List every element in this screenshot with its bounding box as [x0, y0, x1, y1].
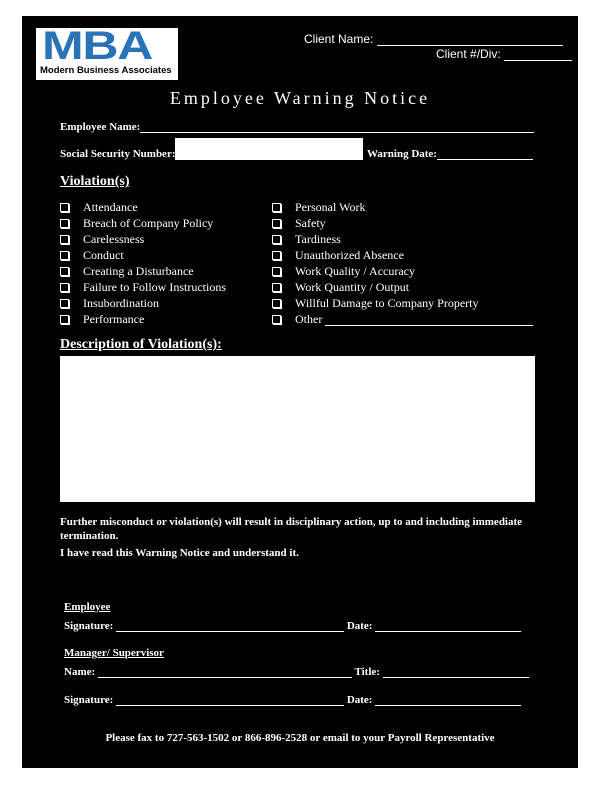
logo-mark: MBA — [42, 24, 153, 68]
title-label: Title: — [354, 666, 380, 678]
checkbox-icon[interactable] — [60, 299, 69, 308]
violation-label: Willful Damage to Company Property — [295, 296, 479, 310]
violations-left-list — [60, 199, 226, 327]
employee-name-field[interactable] — [140, 132, 534, 133]
violation-label: Safety — [295, 216, 326, 230]
checkbox-icon[interactable] — [272, 219, 281, 228]
violation-insubordination[interactable] — [60, 295, 226, 311]
manager-heading: Manager/ Supervisor — [64, 647, 164, 659]
employee-name-row — [60, 121, 534, 133]
violation-work-quality[interactable] — [272, 263, 533, 279]
violations-right-list — [272, 199, 533, 327]
other-field[interactable] — [325, 313, 533, 326]
client-div-row — [436, 47, 572, 61]
notice-acknowledgement: I have read this Warning Notice and understand it. — [60, 547, 299, 559]
checkbox-icon[interactable] — [272, 251, 281, 260]
mba-logo — [36, 24, 178, 80]
checkbox-icon[interactable] — [60, 219, 69, 228]
checkbox-icon[interactable] — [272, 315, 281, 324]
manager-signature-row — [64, 694, 521, 706]
violation-label: Other — [295, 312, 323, 326]
checkbox-icon[interactable] — [272, 203, 281, 212]
violation-label: Insubordination — [83, 296, 159, 310]
checkbox-icon[interactable] — [272, 267, 281, 276]
violation-label: Carelessness — [83, 232, 145, 246]
violation-safety[interactable] — [272, 215, 533, 231]
manager-name-field[interactable] — [98, 677, 352, 678]
violation-other[interactable] — [272, 311, 533, 327]
notice-warning: Further misconduct or violation(s) will result in disciplinary action, up to and including immediate termination. — [60, 516, 523, 542]
violations-heading: Violation(s) — [60, 174, 130, 189]
violation-personal-work[interactable] — [272, 199, 533, 215]
violation-unauthorized-absence[interactable] — [272, 247, 533, 263]
checkbox-icon[interactable] — [272, 299, 281, 308]
warning-notice-form — [22, 16, 578, 768]
checkbox-icon[interactable] — [60, 235, 69, 244]
client-div-label: Client #/Div: — [436, 47, 501, 61]
checkbox-icon[interactable] — [60, 251, 69, 260]
description-heading: Description of Violation(s): — [60, 337, 222, 352]
logo-company-name: Modern Business Associates — [40, 65, 172, 76]
client-name-label: Client Name: — [304, 32, 374, 46]
violation-performance[interactable] — [60, 311, 226, 327]
violation-label: Tardiness — [295, 232, 341, 246]
warning-date-row — [367, 148, 533, 160]
name-label: Name: — [64, 666, 96, 678]
checkbox-icon[interactable] — [60, 267, 69, 276]
warning-date-label: Warning Date: — [367, 148, 437, 160]
violation-conduct[interactable] — [60, 247, 226, 263]
signature-label: Signature: — [64, 620, 114, 632]
ssn-label: Social Security Number: — [60, 148, 176, 160]
violation-tardiness[interactable] — [272, 231, 533, 247]
violation-label: Attendance — [83, 200, 138, 214]
checkbox-icon[interactable] — [60, 315, 69, 324]
signature-label: Signature: — [64, 694, 114, 706]
violation-failure-to-follow[interactable] — [60, 279, 226, 295]
manager-title-field[interactable] — [383, 677, 529, 678]
ssn-field[interactable] — [175, 138, 363, 160]
violation-label: Creating a Disturbance — [83, 264, 194, 278]
violation-label: Work Quality / Accuracy — [295, 264, 415, 278]
date-label: Date: — [346, 620, 373, 632]
warning-date-field[interactable] — [437, 159, 533, 160]
employee-signature-field[interactable] — [116, 631, 344, 632]
checkbox-icon[interactable] — [60, 283, 69, 292]
checkbox-icon[interactable] — [272, 283, 281, 292]
manager-date-field[interactable] — [375, 705, 521, 706]
violation-label: Failure to Follow Instructions — [83, 280, 226, 294]
employee-signature-row — [64, 620, 521, 632]
client-div-field[interactable] — [504, 60, 572, 61]
violation-label: Work Quantity / Output — [295, 280, 410, 294]
employee-heading: Employee — [64, 601, 111, 613]
page-title: Employee Warning Notice — [169, 88, 431, 108]
employee-date-field[interactable] — [375, 631, 521, 632]
client-name-row — [304, 32, 563, 46]
violation-label: Personal Work — [295, 200, 366, 214]
footer-instructions: Please fax to 727-563-1502 or 866-896-2528 or email to your Payroll Representative — [105, 732, 495, 744]
manager-name-row — [64, 666, 529, 678]
violation-label: Conduct — [83, 248, 124, 262]
violation-willful-damage[interactable] — [272, 295, 533, 311]
violation-attendance[interactable] — [60, 199, 226, 215]
violation-label: Performance — [83, 312, 145, 326]
manager-signature-field[interactable] — [116, 705, 344, 706]
client-name-field[interactable] — [377, 45, 563, 46]
violation-label: Unauthorized Absence — [295, 248, 404, 262]
violation-work-quantity[interactable] — [272, 279, 533, 295]
violation-label: Breach of Company Policy — [83, 216, 214, 230]
description-textarea[interactable] — [60, 356, 535, 502]
violation-carelessness[interactable] — [60, 231, 226, 247]
employee-name-label: Employee Name: — [60, 121, 141, 133]
checkbox-icon[interactable] — [272, 235, 281, 244]
violation-creating-disturbance[interactable] — [60, 263, 226, 279]
date-label: Date: — [346, 694, 373, 706]
checkbox-icon[interactable] — [60, 203, 69, 212]
violation-breach-of-policy[interactable] — [60, 215, 226, 231]
